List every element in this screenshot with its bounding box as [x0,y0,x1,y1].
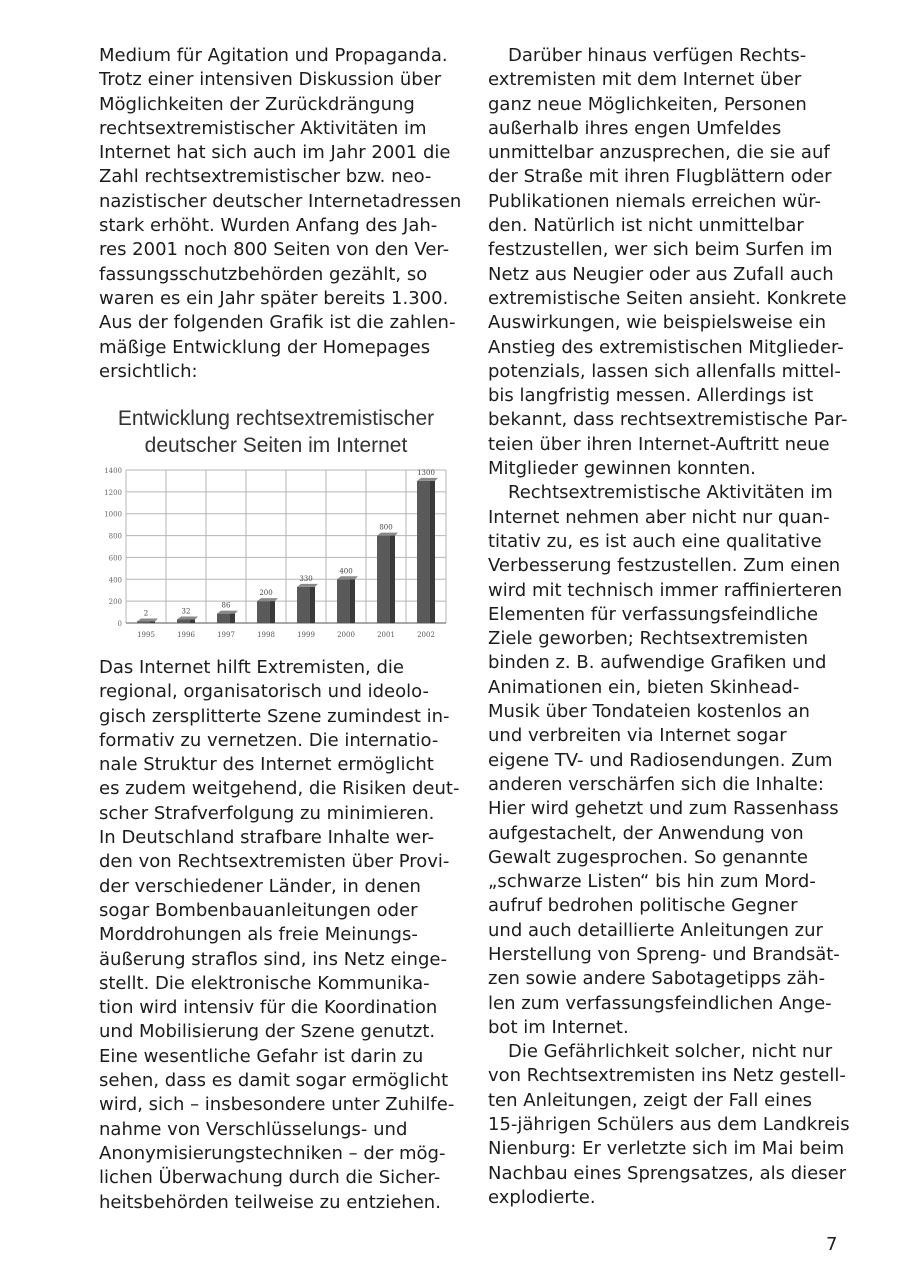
bar-top-shade [297,584,318,587]
y-tick-label: 1200 [104,488,122,497]
text-line: bot im Internet. [488,1016,629,1038]
bar-top-shade [377,533,398,536]
y-tick-label: 0 [117,620,122,628]
text-line: Die Gefährlichkeit solcher, nicht nur [508,1041,833,1063]
text-line: Zahl rechtsextremistischer bzw. neo- [99,166,432,188]
text-line: äußerung straflos sind, ins Netz einge- [99,948,447,970]
text-line: ten Anleitungen, zeigt der Fall eines [488,1089,813,1111]
y-tick-label: 200 [108,598,122,607]
text-line: Anstieg des extremistischen Mitglieder- [488,336,844,358]
chart-subtitle-line: deutscher Seiten im Internet [144,434,408,457]
text-line: der verschiedener Länder, in denen [99,875,421,897]
bar-side-shade [190,620,195,623]
text-line: Internet nehmen aber nicht nur quan- [488,506,830,528]
text-line: binden z. B. aufwendige Grafiken und [488,652,827,674]
text-line: extremistische Seiten ansieht. Konkrete [488,287,847,309]
text-line: titativ zu, es ist auch eine qualitative [488,530,822,552]
text-line: Mitglieder gewinnen konnten. [488,458,756,480]
x-tick-label: 2001 [377,631,395,639]
text-line: Das Internet hilft Extremisten, die [99,657,404,678]
data-label: 400 [339,567,353,576]
text-line: Gewalt zugesprochen. So genannte [488,846,809,868]
bar-side-shade [310,587,315,623]
x-tick-label: 2000 [337,631,355,639]
bar-side-shade [390,536,395,623]
x-tick-label: 1995 [137,631,155,639]
text-line: ganz neue Möglichkeiten, Personen [488,93,807,115]
text-line: Ziele geworben; Rechtsextremisten [488,628,809,650]
bar-top-shade [177,617,198,620]
data-label: 1300 [417,468,435,477]
text-line: sogar Bombenbauanleitungen oder [99,899,418,921]
y-tick-label: 1000 [104,510,122,519]
x-tick-label: 1998 [257,631,275,639]
text-line: Verbesserung festzustellen. Zum einen [488,555,841,577]
text-line: nahme von Verschlüsselungs- und [99,1118,408,1140]
text-line: es zudem weitgehend, die Risiken deut- [99,778,460,800]
text-line: Internet hat sich auch im Jahr 2001 die [99,142,451,164]
text-line: eigene TV- und Radiosendungen. Zum [488,749,833,771]
text-line: nazistischer deutscher Internetadressen [99,190,462,212]
bar-side-shade [150,622,155,624]
text-line: und auch detaillierte Anleitungen zur [488,919,823,941]
text-line: extremisten mit dem Internet über [488,69,802,91]
text-line: Morddrohungen als freie Meinungs- [99,924,418,946]
y-tick-label: 800 [108,532,122,541]
text-line: von Rechtsextremisten ins Netz gestell- [488,1065,846,1087]
data-label: 200 [259,589,273,598]
text-line: bekannt, dass rechtsextremistische Par- [488,409,848,431]
text-line: nale Struktur des Internet ermöglicht [99,754,434,776]
text-line: den von Rechtsextremisten über Provi- [99,851,450,873]
text-line: aufgestachelt, der Anwendung von [488,822,804,844]
text-line: mäßige Entwicklung der Homepages [99,336,431,358]
y-tick-label: 400 [108,576,122,585]
text-line: 15-jährigen Schülers aus dem Landkreis [488,1114,850,1136]
bar-top-shade [257,598,278,601]
text-line: Auswirkungen, wie beispielsweise ein [488,312,826,334]
data-label: 2 [143,609,149,618]
text-line: stellt. Die elektronische Kommunika- [99,972,430,994]
text-line: teien über ihren Internet-Auftritt neue [488,433,830,455]
text-line: stark erhöht. Wurden Anfang des Jah- [99,215,438,237]
text-line: lichen Überwachung durch die Sicher- [99,1167,441,1189]
text-line: bis langfristig messen. Allerdings ist [488,385,814,407]
bar-top-shade [217,611,238,614]
bar-side-shade [350,579,355,623]
text-line: Nienburg: Er verletzte sich im Mai beim [488,1138,845,1160]
left-column-bottom [99,656,471,1215]
text-line: „schwarze Listen“ bis hin zum Mord- [488,871,816,893]
text-line: Netz aus Neugier oder aus Zufall auch [488,263,834,285]
text-line: potenzials, lassen sich allenfalls mittel- [488,360,841,382]
text-line: tion wird intensiv für die Koordination [99,997,438,1019]
text-line: Anonymisierungstechniken – der mög- [99,1142,446,1164]
text-line: Nachbau eines Sprengsatzes, als dieser [488,1162,847,1184]
y-tick-label: 1400 [104,467,122,475]
text-line: und verbreiten via Internet sogar [488,725,787,747]
text-line: sehen, dass es damit sogar ermöglicht [99,1070,449,1092]
chart-grid [126,470,446,623]
text-line: explodierte. [488,1186,596,1208]
text-line: wird mit technisch immer raffinierteren [488,579,843,601]
text-line: Elementen für verfassungsfeindliche [488,603,819,625]
chart-title [98,405,454,459]
text-line: Möglichkeiten der Zurückdrängung [99,93,415,115]
data-label: 330 [299,574,313,583]
y-tick-label: 600 [108,554,122,563]
text-line: außerhalb ihres engen Umfeldes [488,117,782,139]
text-line: scher Strafverfolgung zu minimieren. [99,802,435,824]
chart-title-line: Entwicklung rechtsextremistischer [117,407,435,430]
text-line: ersichtlich: [99,360,198,382]
text-line: Aus der folgenden Grafik ist die zahlen- [99,312,456,334]
text-line: wird, sich – insbesondere unter Zuhilfe- [99,1094,455,1116]
x-tick-label: 1996 [177,631,195,639]
text-line: len zum verfassungsfeindlichen Ange- [488,992,832,1014]
text-line: fassungsschutzbehörden gezählt, so [99,263,428,285]
data-label: 32 [181,607,191,616]
left-column-top [99,44,471,384]
text-line: Rechtsextremistische Aktivitäten im [508,482,833,504]
text-line: festzustellen, wer sich beim Surfen im [488,239,833,261]
text-line: Hier wird gehetzt und zum Rassenhass [488,798,839,820]
x-tick-label: 1997 [217,631,235,639]
text-line: Herstellung von Spreng- und Brandsät- [488,943,840,965]
text-line: waren es ein Jahr später bereits 1.300. [99,287,449,309]
text-line: In Deutschland strafbare Inhalte wer- [99,827,435,849]
text-line: Animationen ein, bieten Skinhead- [488,676,800,698]
bar-side-shade [430,481,435,623]
text-line: res 2001 noch 800 Seiten von den Ver- [99,239,450,261]
bar-side-shade [230,614,235,623]
text-line: Trotz einer intensiven Diskussion über [99,69,442,91]
page-number: 7 [826,1234,838,1255]
x-tick-label: 1999 [297,631,315,639]
text-line: anderen verschärfen sich die Inhalte: [488,773,824,795]
bar-top-shade [137,619,158,622]
text-line: zen sowie andere Sabotagetipps zäh- [488,968,826,990]
text-line: Darüber hinaus verfügen Rechts- [508,45,807,66]
bar-side-shade [270,601,275,623]
text-line: unmittelbar anzusprechen, die sie auf [488,142,830,164]
text-line: rechtsextremistischer Aktivitäten im [99,117,427,139]
data-label: 800 [379,523,393,532]
text-line: und Mobilisierung der Szene genutzt. [99,1021,436,1043]
text-line: heitsbehörden teilweise zu entziehen. [99,1191,441,1213]
text-line: aufruf bedrohen politische Gegner [488,895,798,917]
data-label: 86 [221,601,231,610]
text-line: Publikationen niemals erreichen wür- [488,190,821,212]
text-line: Eine wesentliche Gefahr ist darin zu [99,1045,424,1067]
text-line: formativ zu vernetzen. Die internatio- [99,729,439,751]
text-line: Medium für Agitation und Propaganda. [99,45,448,66]
bar-top-shade [337,576,358,579]
text-line: regional, organisatorisch und ideolo- [99,681,429,703]
text-line: Musik über Tondateien kostenlos an [488,701,810,723]
bar-top-shade [417,478,438,481]
text-line: gisch zersplitterte Szene zumindest in- [99,705,450,727]
right-column [488,44,860,1210]
bar-chart [96,462,456,642]
text-line: den. Natürlich ist nicht unmittelbar [488,215,804,237]
x-tick-label: 2002 [417,631,435,639]
text-line: der Straße mit ihren Flugblättern oder [488,166,832,188]
